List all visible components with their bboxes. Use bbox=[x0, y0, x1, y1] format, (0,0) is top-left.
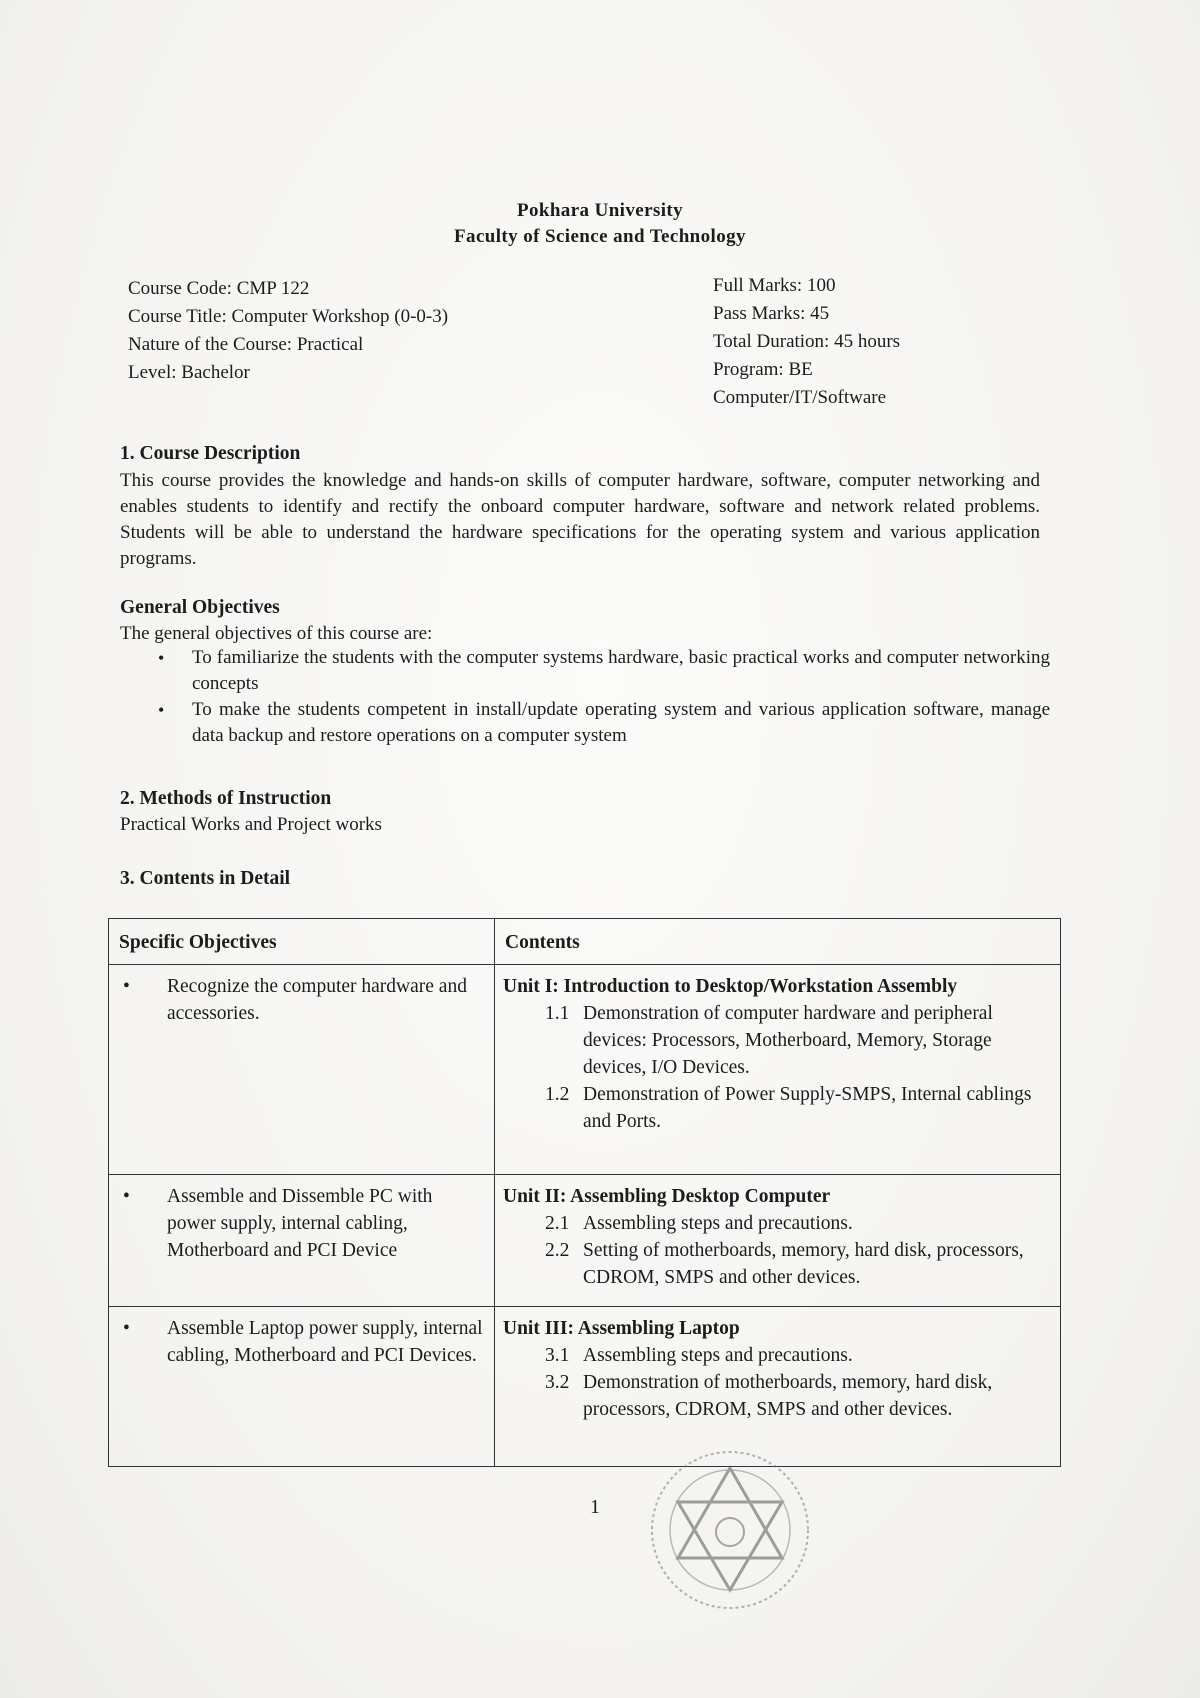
sub-number: 3.2 bbox=[545, 1372, 570, 1393]
sub-number: 2.2 bbox=[545, 1240, 570, 1261]
objective-cell bbox=[109, 1175, 495, 1307]
sub-text: Demonstration of motherboards, memory, hard disk, processors, CDROM, SMPS and other devices. bbox=[583, 1372, 993, 1420]
table-header-row bbox=[109, 919, 1061, 965]
objective-text: • Recognize the computer hardware and accessories. bbox=[119, 973, 484, 1027]
university-name: Pokhara University bbox=[516, 200, 684, 221]
objective-text: • Assemble Laptop power supply, internal cabling, Motherboard and PCI Devices. bbox=[119, 1315, 484, 1369]
section-course-description-title: 1. Course Description bbox=[120, 443, 301, 464]
pass-marks: Pass Marks: 45 bbox=[713, 303, 830, 324]
sub-item bbox=[503, 1081, 1050, 1135]
objective-cell bbox=[109, 965, 495, 1175]
table-row bbox=[109, 1175, 1061, 1307]
course-info-right bbox=[713, 272, 963, 412]
sub-text: Assembling steps and precautions. bbox=[583, 1213, 853, 1234]
sub-number: 1.1 bbox=[545, 1003, 570, 1024]
course-nature: Nature of the Course: Practical bbox=[128, 334, 364, 355]
course-description-text: This course provides the knowledge and hands-on skills of computer hardware, software, computer networking and enables students to identify and rectify the onboard computer hardware, software and network related problems. Students will be able to understand the hardware specifications for the operating system and various application programs. bbox=[120, 470, 1040, 569]
course-level: Level: Bachelor bbox=[128, 362, 250, 383]
content-cell bbox=[495, 1175, 1061, 1307]
course-title: Course Title: Computer Workshop (0-0-3) bbox=[128, 306, 449, 327]
sub-text: Demonstration of computer hardware and peripheral devices: Processors, Motherboard, Memory, Storage devices, I/O Devices. bbox=[583, 1003, 993, 1078]
contents-table bbox=[108, 918, 1061, 1467]
university-seal-icon bbox=[640, 1440, 820, 1620]
sub-text: Demonstration of Power Supply-SMPS, Internal cablings and Ports. bbox=[583, 1084, 1032, 1132]
sub-item bbox=[503, 1342, 1050, 1369]
program: Program: BE Computer/IT/Software bbox=[713, 359, 887, 408]
header-contents: Contents bbox=[495, 919, 1061, 965]
unit-title: Unit I: Introduction to Desktop/Workstation Assembly bbox=[503, 976, 958, 997]
table-row bbox=[109, 1307, 1061, 1467]
faculty-name: Faculty of Science and Technology bbox=[454, 226, 746, 247]
general-objectives-intro: The general objectives of this course are: bbox=[120, 623, 433, 644]
content-cell bbox=[495, 965, 1061, 1175]
header-specific-objectives: Specific Objectives bbox=[109, 919, 495, 965]
document-header bbox=[0, 198, 1200, 250]
objective-text: • Assemble and Dissemble PC with power supply, internal cabling, Motherboard and PCI Device bbox=[119, 1183, 484, 1264]
sub-number: 2.1 bbox=[545, 1213, 570, 1234]
methods-text: Practical Works and Project works bbox=[120, 814, 382, 835]
sub-text: Setting of motherboards, memory, hard disk, processors, CDROM, SMPS and other devices. bbox=[583, 1240, 1024, 1288]
list-item: • To make the students competent in install/update operating system and various application software, manage data backup and restore operations on a computer system bbox=[158, 697, 1050, 749]
sub-item bbox=[503, 1000, 1050, 1081]
course-info-left bbox=[128, 275, 448, 387]
unit-title: Unit III: Assembling Laptop bbox=[503, 1318, 740, 1339]
list-item: • To familiarize the students with the computer systems hardware, basic practical works and computer networking concepts bbox=[158, 645, 1050, 697]
total-duration: Total Duration: 45 hours bbox=[713, 331, 901, 352]
sub-item bbox=[503, 1369, 1050, 1423]
sub-item bbox=[503, 1237, 1050, 1291]
sub-number: 3.1 bbox=[545, 1345, 570, 1366]
unit-title: Unit II: Assembling Desktop Computer bbox=[503, 1186, 831, 1207]
table-row bbox=[109, 965, 1061, 1175]
objective-cell bbox=[109, 1307, 495, 1467]
section-methods-title: 2. Methods of Instruction bbox=[120, 788, 332, 809]
sub-item bbox=[503, 1210, 1050, 1237]
course-code: Course Code: CMP 122 bbox=[128, 278, 310, 299]
general-objectives-list bbox=[158, 645, 1050, 749]
general-objectives-title: General Objectives bbox=[120, 597, 280, 618]
page-number: 1 bbox=[590, 1496, 600, 1518]
full-marks: Full Marks: 100 bbox=[713, 275, 836, 296]
sub-number: 1.2 bbox=[545, 1084, 570, 1105]
sub-text: Assembling steps and precautions. bbox=[583, 1345, 853, 1366]
section-contents-title: 3. Contents in Detail bbox=[120, 868, 291, 889]
